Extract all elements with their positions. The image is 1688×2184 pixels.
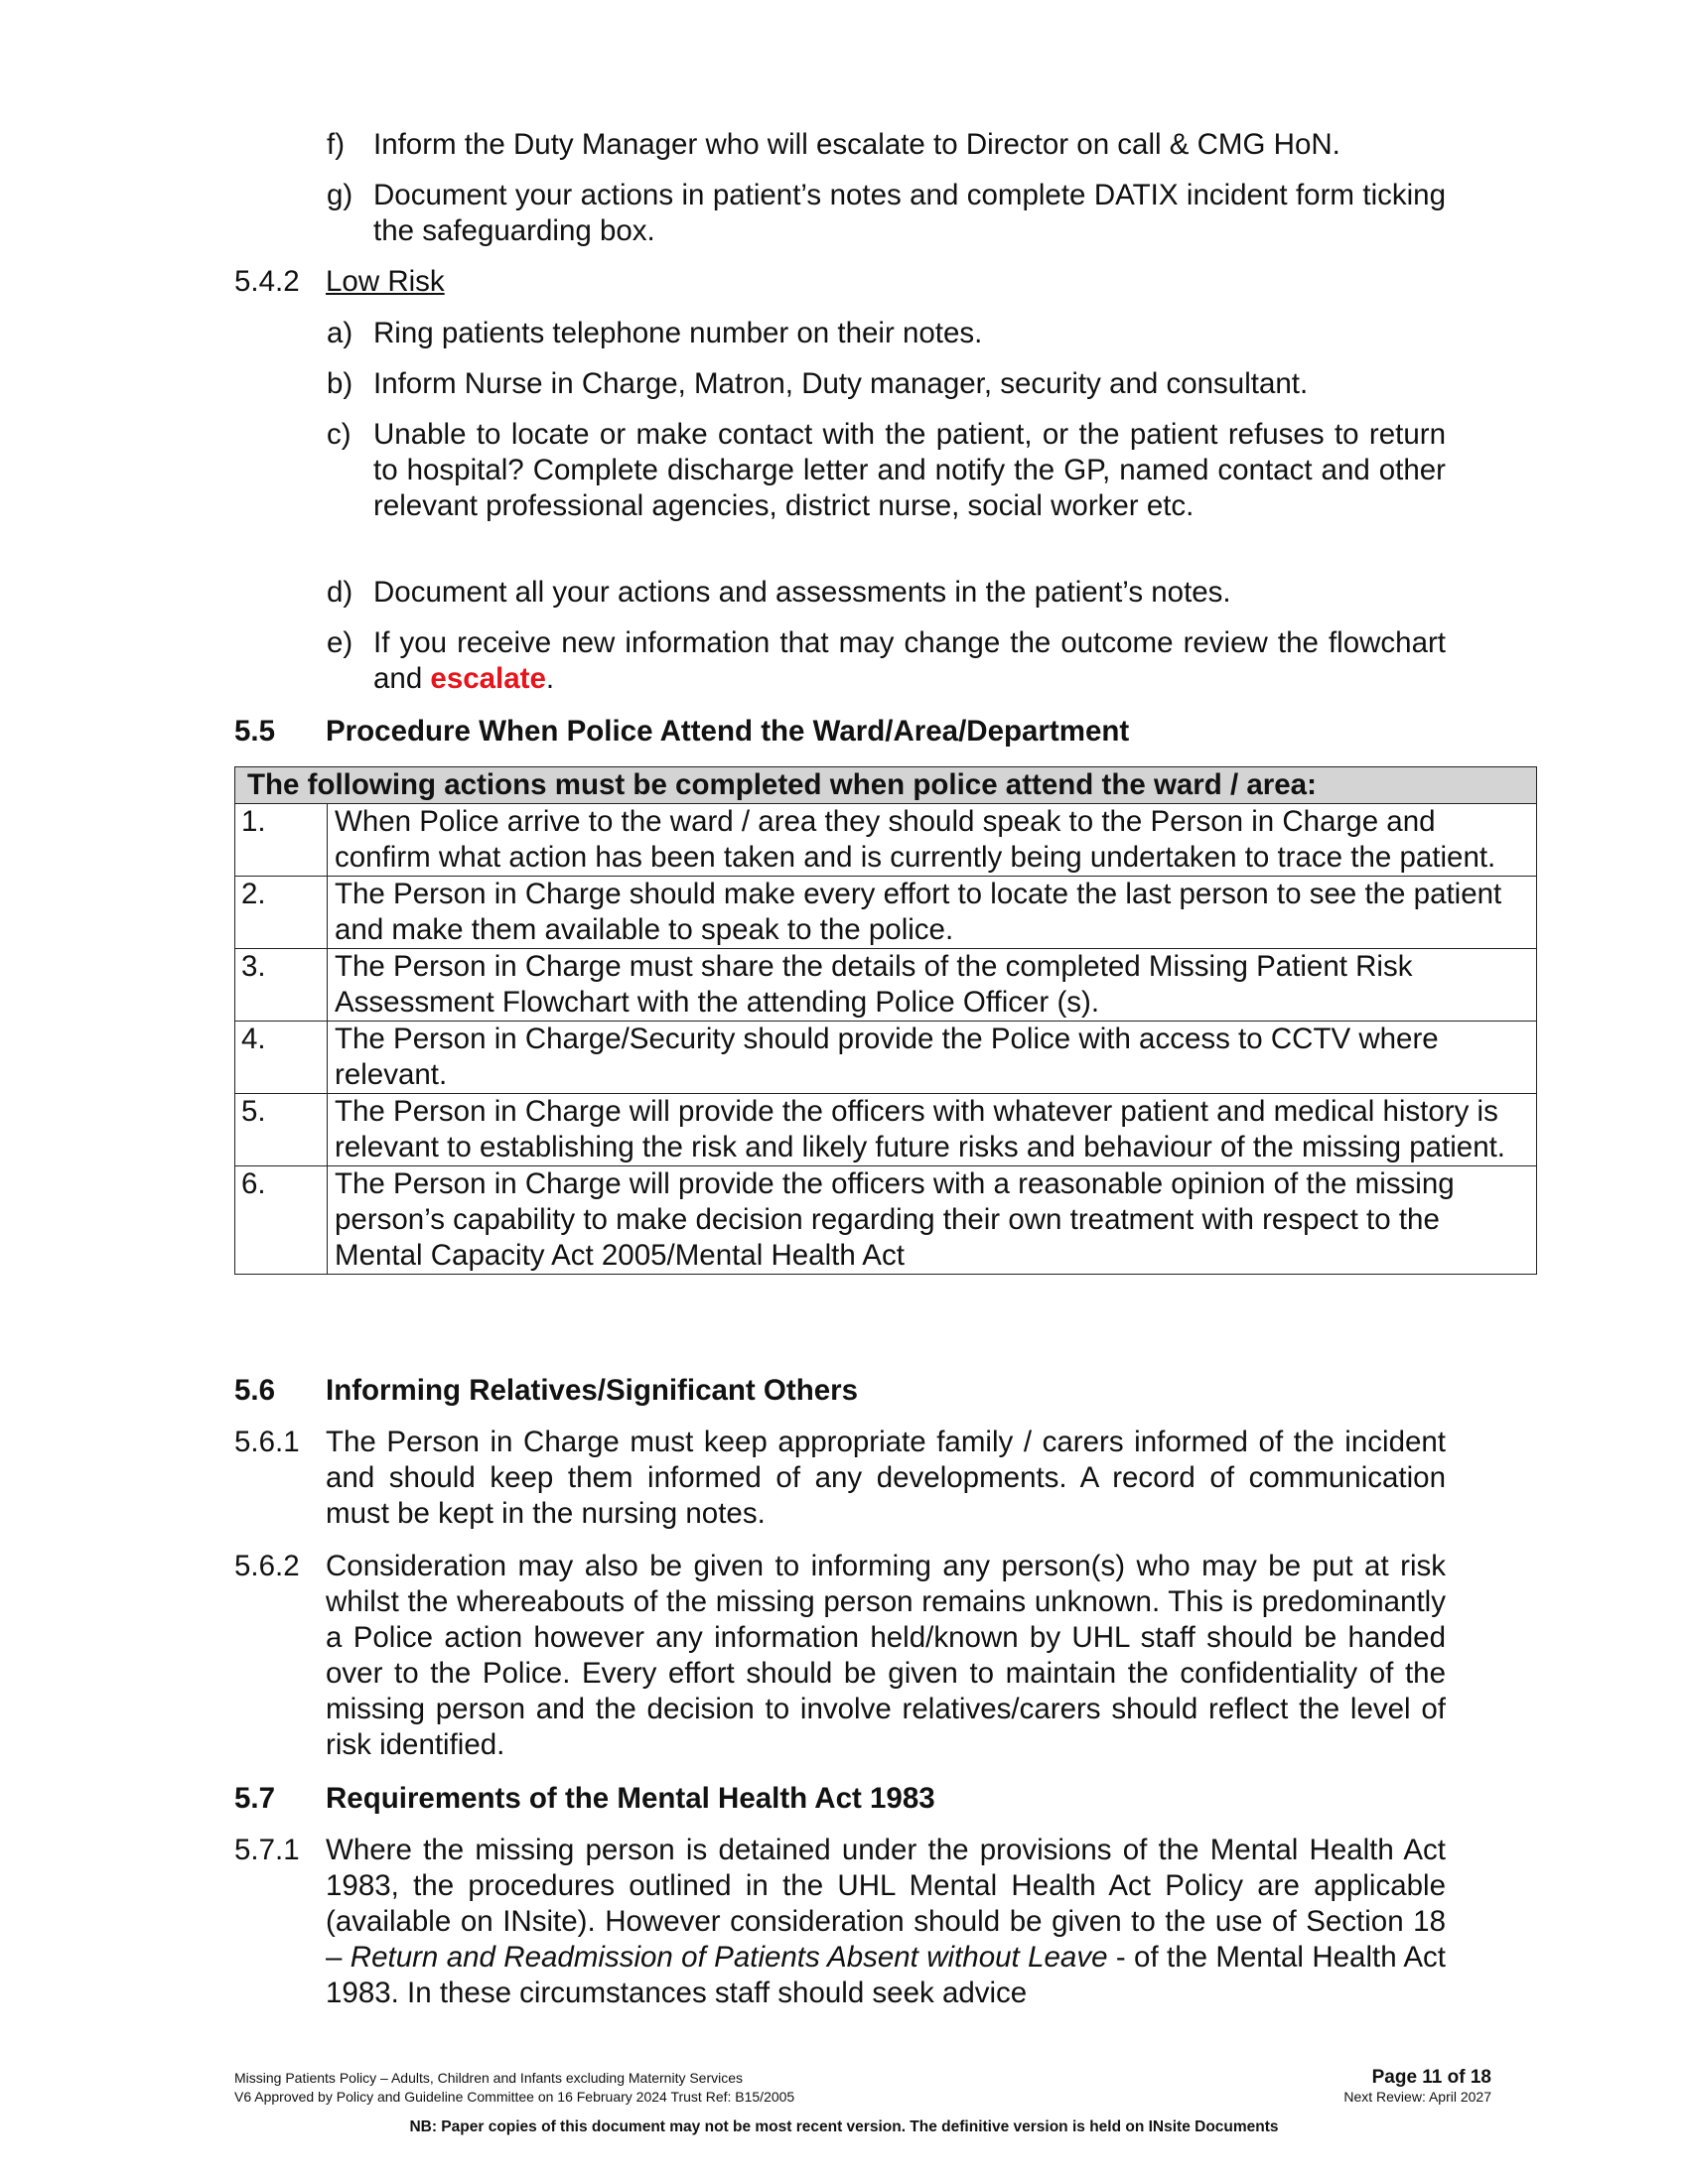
section-title: Requirements of the Mental Health Act 1983	[326, 1782, 935, 1815]
row-number: 1.	[235, 804, 328, 877]
paragraph-5-6-1	[234, 1425, 1446, 1532]
paragraph-text: Consideration may also be given to informing any person(s) who may be put at risk whilst the whereabouts of the missing person remains unknown. This is predominantly a Police action however any information held/known by UHL staff should be handed over to the Police. Every effort should be given to maintain the confidentiality of the missing person and the decision to involve relatives/carers should reflect the level of risk identified.	[326, 1550, 1446, 1761]
paragraph-5-7-1	[234, 1833, 1446, 2011]
row-text: The Person in Charge should make every effort to locate the last person to see the patient and make them available to speak to the police.	[328, 877, 1537, 949]
row-number: 5.	[235, 1094, 328, 1166]
list-item-label: g)	[327, 179, 353, 211]
paragraph-5-6-2	[234, 1549, 1446, 1763]
table-row	[235, 877, 1537, 949]
list-item-text-part: If you receive new information that may change the outcome review the flowchart and	[373, 626, 1446, 695]
list-item-text: Document all your actions and assessments in the patient’s notes.	[373, 576, 1231, 609]
section-5-4-2-heading	[234, 264, 1446, 300]
list-item-label: d)	[327, 576, 353, 609]
list-item-c	[327, 417, 1446, 524]
list-item-text-part: .	[545, 662, 555, 695]
section-5-6-heading	[234, 1373, 1446, 1409]
section-18-title: Return and Readmission of Patients Absent without Leave	[350, 1941, 1108, 1974]
table-row	[235, 1094, 1537, 1166]
row-text: The Person in Charge will provide the officers with a reasonable opinion of the missing person’s capability to make decision regarding their own treatment with respect to the Mental Capacity Act 2005/Mental Health Act	[328, 1166, 1537, 1275]
footer-document-info	[234, 2069, 794, 2107]
paragraph-text: The Person in Charge must keep appropriate family / carers informed of the incident and should keep them informed of any developments. A record of communication must be kept in the nursing notes.	[326, 1426, 1446, 1530]
list-item-f	[327, 127, 1446, 163]
table-row	[235, 804, 1537, 877]
paragraph-text-part: - of the Mental Health Act 1983. In these circumstances staff should seek advice	[326, 1941, 1446, 2009]
list-item-e	[327, 625, 1446, 697]
row-text: The Person in Charge/Security should provide the Police with access to CCTV where relevant.	[328, 1022, 1537, 1094]
list-item-text: Inform Nurse in Charge, Matron, Duty manager, security and consultant.	[373, 367, 1309, 400]
row-text: The Person in Charge will provide the officers with whatever patient and medical history is relevant to establishing the risk and likely future risks and behaviour of the missing patient.	[328, 1094, 1537, 1166]
section-5-7-heading	[234, 1781, 1446, 1817]
next-review: Next Review: April 2027	[1343, 2089, 1491, 2105]
row-number: 4.	[235, 1022, 328, 1094]
footer-policy-title: Missing Patients Policy – Adults, Children and Infants excluding Maternity Services	[234, 2070, 744, 2086]
list-item-text: Document your actions in patient’s notes and complete DATIX incident form ticking the safeguarding box.	[373, 179, 1446, 247]
list-item-d	[327, 575, 1446, 611]
row-number: 3.	[235, 949, 328, 1022]
footer-disclaimer: NB: Paper copies of this document may not be most recent version. The definitive version is held on INsite Documents	[409, 2118, 1279, 2135]
list-item-label: a)	[327, 317, 353, 349]
row-number: 2.	[235, 877, 328, 949]
section-title: Procedure When Police Attend the Ward/Area/Department	[326, 715, 1130, 748]
table-header: The following actions must be completed when police attend the ward / area:	[235, 767, 1537, 804]
paragraph-number: 5.6.1	[234, 1426, 300, 1458]
page-number: Page 11 of 18	[1371, 2067, 1491, 2088]
section-number: 5.5	[234, 715, 276, 748]
row-number: 6.	[235, 1166, 328, 1275]
footer-page-info	[1343, 2067, 1491, 2107]
table-row	[235, 949, 1537, 1022]
paragraph-number: 5.6.2	[234, 1550, 300, 1582]
list-item-label: c)	[327, 418, 352, 451]
list-item-label: f)	[327, 128, 346, 161]
paragraph-text	[326, 1833, 1446, 2011]
list-item-text	[373, 625, 1446, 697]
table-row	[235, 1166, 1537, 1275]
list-item-label: b)	[327, 367, 353, 400]
section-title: Informing Relatives/Significant Others	[326, 1374, 859, 1407]
section-5-5-heading	[234, 714, 1446, 750]
list-item-text: Inform the Duty Manager who will escalate to Director on call & CMG HoN.	[373, 128, 1340, 161]
row-text: The Person in Charge must share the details of the completed Missing Patient Risk Assessment Flowchart with the attending Police Officer (s).	[328, 949, 1537, 1022]
list-item-text: Ring patients telephone number on their notes.	[373, 317, 983, 349]
police-actions-table	[234, 766, 1537, 1275]
row-text: When Police arrive to the ward / area they should speak to the Person in Charge and confirm what action has been taken and is currently being undertaken to trace the patient.	[328, 804, 1537, 877]
paragraph-number: 5.7.1	[234, 1834, 300, 1866]
list-item-label: e)	[327, 626, 353, 659]
section-title: Low Risk	[326, 265, 445, 298]
list-item-a	[327, 316, 1446, 351]
list-item-text: Unable to locate or make contact with the patient, or the patient refuses to return to hospital? Complete discharge letter and notify the GP, named contact and other relevant professional agencies, district nurse, social worker etc.	[373, 418, 1446, 522]
list-item-b	[327, 366, 1446, 402]
section-number: 5.6	[234, 1374, 276, 1407]
section-number: 5.7	[234, 1782, 276, 1815]
table-row	[235, 1022, 1537, 1094]
paragraph-text-part: Where the missing person is detained under the provisions of the Mental Health Act 1983, the procedures outlined in the UHL Mental Health Act Policy are applicable (available on INsite). However consideration should be given to the use of Section 18 –	[326, 1834, 1446, 1974]
escalate-highlight: escalate	[430, 662, 546, 695]
list-item-g	[327, 178, 1446, 249]
table-header-row	[235, 767, 1537, 804]
section-number: 5.4.2	[234, 265, 300, 298]
footer-version: V6 Approved by Policy and Guideline Committee on 16 February 2024 Trust Ref: B15/2005	[234, 2089, 795, 2105]
